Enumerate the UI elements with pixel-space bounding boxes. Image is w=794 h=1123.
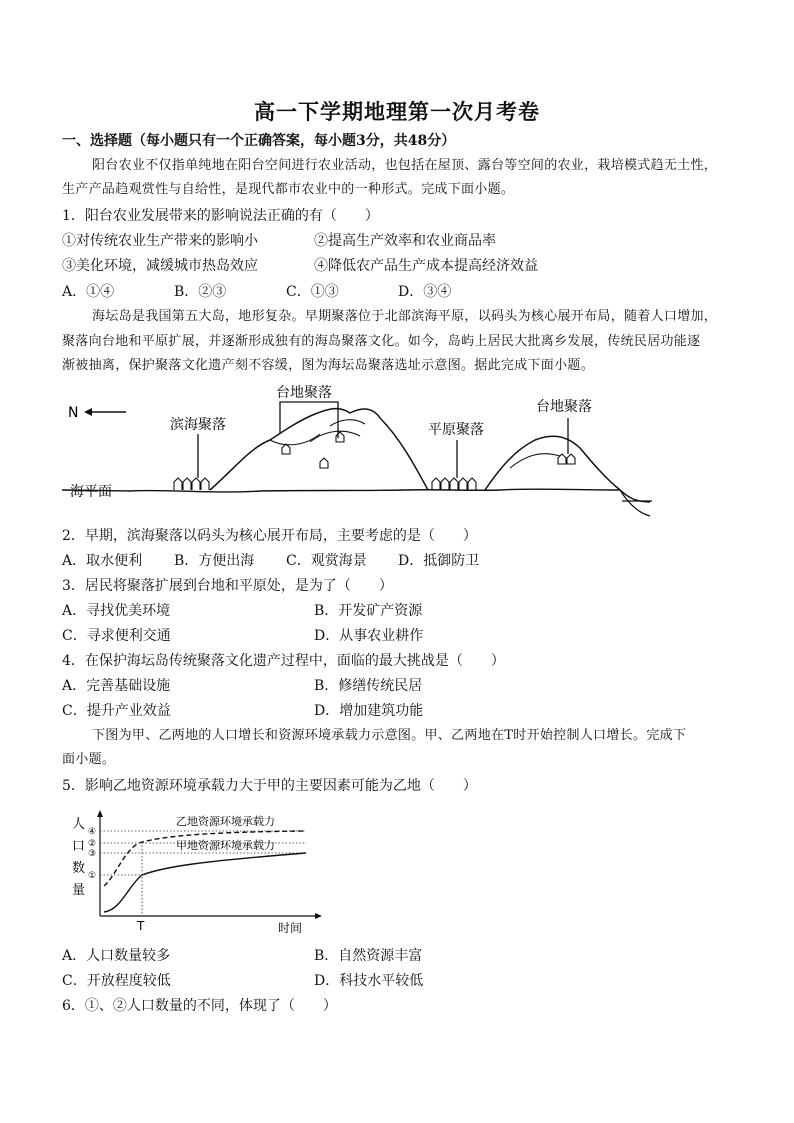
question-6-stem: 6．①、②人口数量的不同，体现了（ ） <box>62 998 337 1014</box>
plain-settlement-label: 平原聚落 <box>428 422 484 438</box>
y-axis-label-char-3: 数 <box>72 861 86 876</box>
passage2-line1: 海坛岛是我国第五大岛，地形复杂。早期聚落位于北部滨海平原，以码头为核心展开布局，随着人口增加， <box>92 309 718 324</box>
y-tick-1: ① <box>88 871 97 881</box>
option-a[interactable]: A．寻找优美环境 <box>62 603 171 619</box>
question-4-stem: 4．在保护海坛岛传统聚落文化遗产过程中，面临的最大挑战是（ ） <box>62 653 505 669</box>
y-axis-label-char-4: 量 <box>72 883 86 898</box>
series-jia-label: 甲地资源环境承载力 <box>176 839 275 852</box>
sea-level-label: 海平面 <box>70 484 112 500</box>
left-hill-contour3 <box>330 420 365 426</box>
x-axis-arrow <box>315 913 322 919</box>
option-b[interactable]: B．方便出海 <box>174 553 255 569</box>
option-c[interactable]: C．提升产业效益 <box>62 703 171 719</box>
ground-line <box>62 490 500 492</box>
option-c[interactable]: C．观赏海景 <box>286 553 367 569</box>
y-tick-4: ④ <box>88 827 97 837</box>
question-5-stem: 5．影响乙地资源环境承载力大于甲的主要因素可能为乙地（ ） <box>62 778 477 794</box>
terrace-settlement-label-2: 台地聚落 <box>536 399 592 415</box>
question-3-stem: 3．居民将聚落扩展到台地和平原处，是为了（ ） <box>62 578 393 594</box>
right-hill-contour <box>510 454 560 468</box>
passage2-line2: 聚落向台地和平原扩展，并逐渐形成独有的海岛聚落文化。如今，岛屿上居民大批离乡发展，传统民居功能逐 <box>62 334 701 349</box>
x-axis-label: 时间 <box>278 921 303 935</box>
terrace-settlement-houses-2 <box>558 454 575 464</box>
option-c[interactable]: C．开放程度较低 <box>62 973 171 989</box>
question-2-stem: 2．早期，滨海聚落以码头为核心展开布局，主要考虑的是（ ） <box>62 528 477 544</box>
page-title: 高一下学期地理第一次月考卷 <box>254 99 540 124</box>
option-d[interactable]: D．科技水平较低 <box>314 973 424 989</box>
option-d[interactable]: D．从事农业耕作 <box>314 628 424 644</box>
north-arrowhead <box>84 408 92 416</box>
north-label: N <box>68 405 79 421</box>
option-c[interactable]: C．寻求便利交通 <box>62 628 171 644</box>
option-b[interactable]: B．②③ <box>174 284 227 300</box>
right-hill-outline <box>485 436 620 490</box>
option-a[interactable]: A．①④ <box>62 284 115 300</box>
series-yi-label: 乙地资源环境承载力 <box>176 815 275 828</box>
option-d[interactable]: D．增加建筑功能 <box>314 703 424 719</box>
coastal-settlement-houses <box>174 478 209 490</box>
passage3-line1: 下图为甲、乙两地的人口增长和资源环境承载力示意图。甲、乙两地在T时开始控制人口增长。完成下 <box>92 728 687 743</box>
option-a[interactable]: A．完善基础设施 <box>62 678 171 694</box>
terrace-settlement-label-1: 台地聚落 <box>276 385 332 401</box>
question-1-stem: 1．阳台农业发展带来的影响说法正确的有（ ） <box>62 208 379 224</box>
coastal-settlement-label: 滨海聚落 <box>170 417 226 433</box>
series-jia-line <box>104 853 306 912</box>
option-d[interactable]: D．③④ <box>398 284 452 300</box>
y-tick-3: ③ <box>88 849 97 859</box>
statement-2: ②提高生产效率和农业商品率 <box>314 233 496 249</box>
left-hill-contour2 <box>310 431 360 442</box>
y-axis-arrow <box>97 810 103 817</box>
y-tick-2: ② <box>88 839 97 849</box>
passage1-line1: 阳台农业不仅指单纯地在阳台空间进行农业活动，也包括在屋顶、露台等空间的农业，栽培模式趋无土性， <box>92 158 718 173</box>
section-heading: 一、选择题（每小题只有一个正确答案，每小题3分，共48分） <box>62 133 456 149</box>
passage1-line2: 生产产品趋观赏性与自给性，是现代都市农业中的一种形式。完成下面小题。 <box>62 182 515 197</box>
left-hill-outline <box>210 409 428 490</box>
plain-settlement-houses <box>432 478 476 490</box>
terrace-settlement-houses-1 <box>282 432 344 468</box>
population-capacity-chart <box>66 806 326 936</box>
x-marker-t: T <box>137 919 145 933</box>
option-b[interactable]: B．自然资源丰富 <box>314 948 423 964</box>
option-b[interactable]: B．开发矿产资源 <box>314 603 423 619</box>
statement-4: ④降低农产品生产成本提高经济效益 <box>314 258 538 274</box>
y-axis-label-char-1: 人 <box>72 817 86 832</box>
statement-1: ①对传统农业生产带来的影响小 <box>62 233 258 249</box>
option-a[interactable]: A．人口数量较多 <box>62 948 171 964</box>
statement-3: ③美化环境，减缓城市热岛效应 <box>62 258 258 274</box>
option-b[interactable]: B．修缮传统民居 <box>314 678 423 694</box>
option-a[interactable]: A．取水便利 <box>62 553 143 569</box>
passage3-line2: 面小题。 <box>62 752 116 767</box>
settlement-site-diagram <box>60 378 660 524</box>
option-d[interactable]: D．抵御防卫 <box>398 553 480 569</box>
y-axis-label-char-2: 口 <box>72 839 86 854</box>
option-c[interactable]: C．①③ <box>286 284 339 300</box>
passage2-line3: 渐被抽离，保护聚落文化遗产刻不容缓，图为海坛岛聚落选址示意图。据此完成下面小题。 <box>62 358 595 373</box>
